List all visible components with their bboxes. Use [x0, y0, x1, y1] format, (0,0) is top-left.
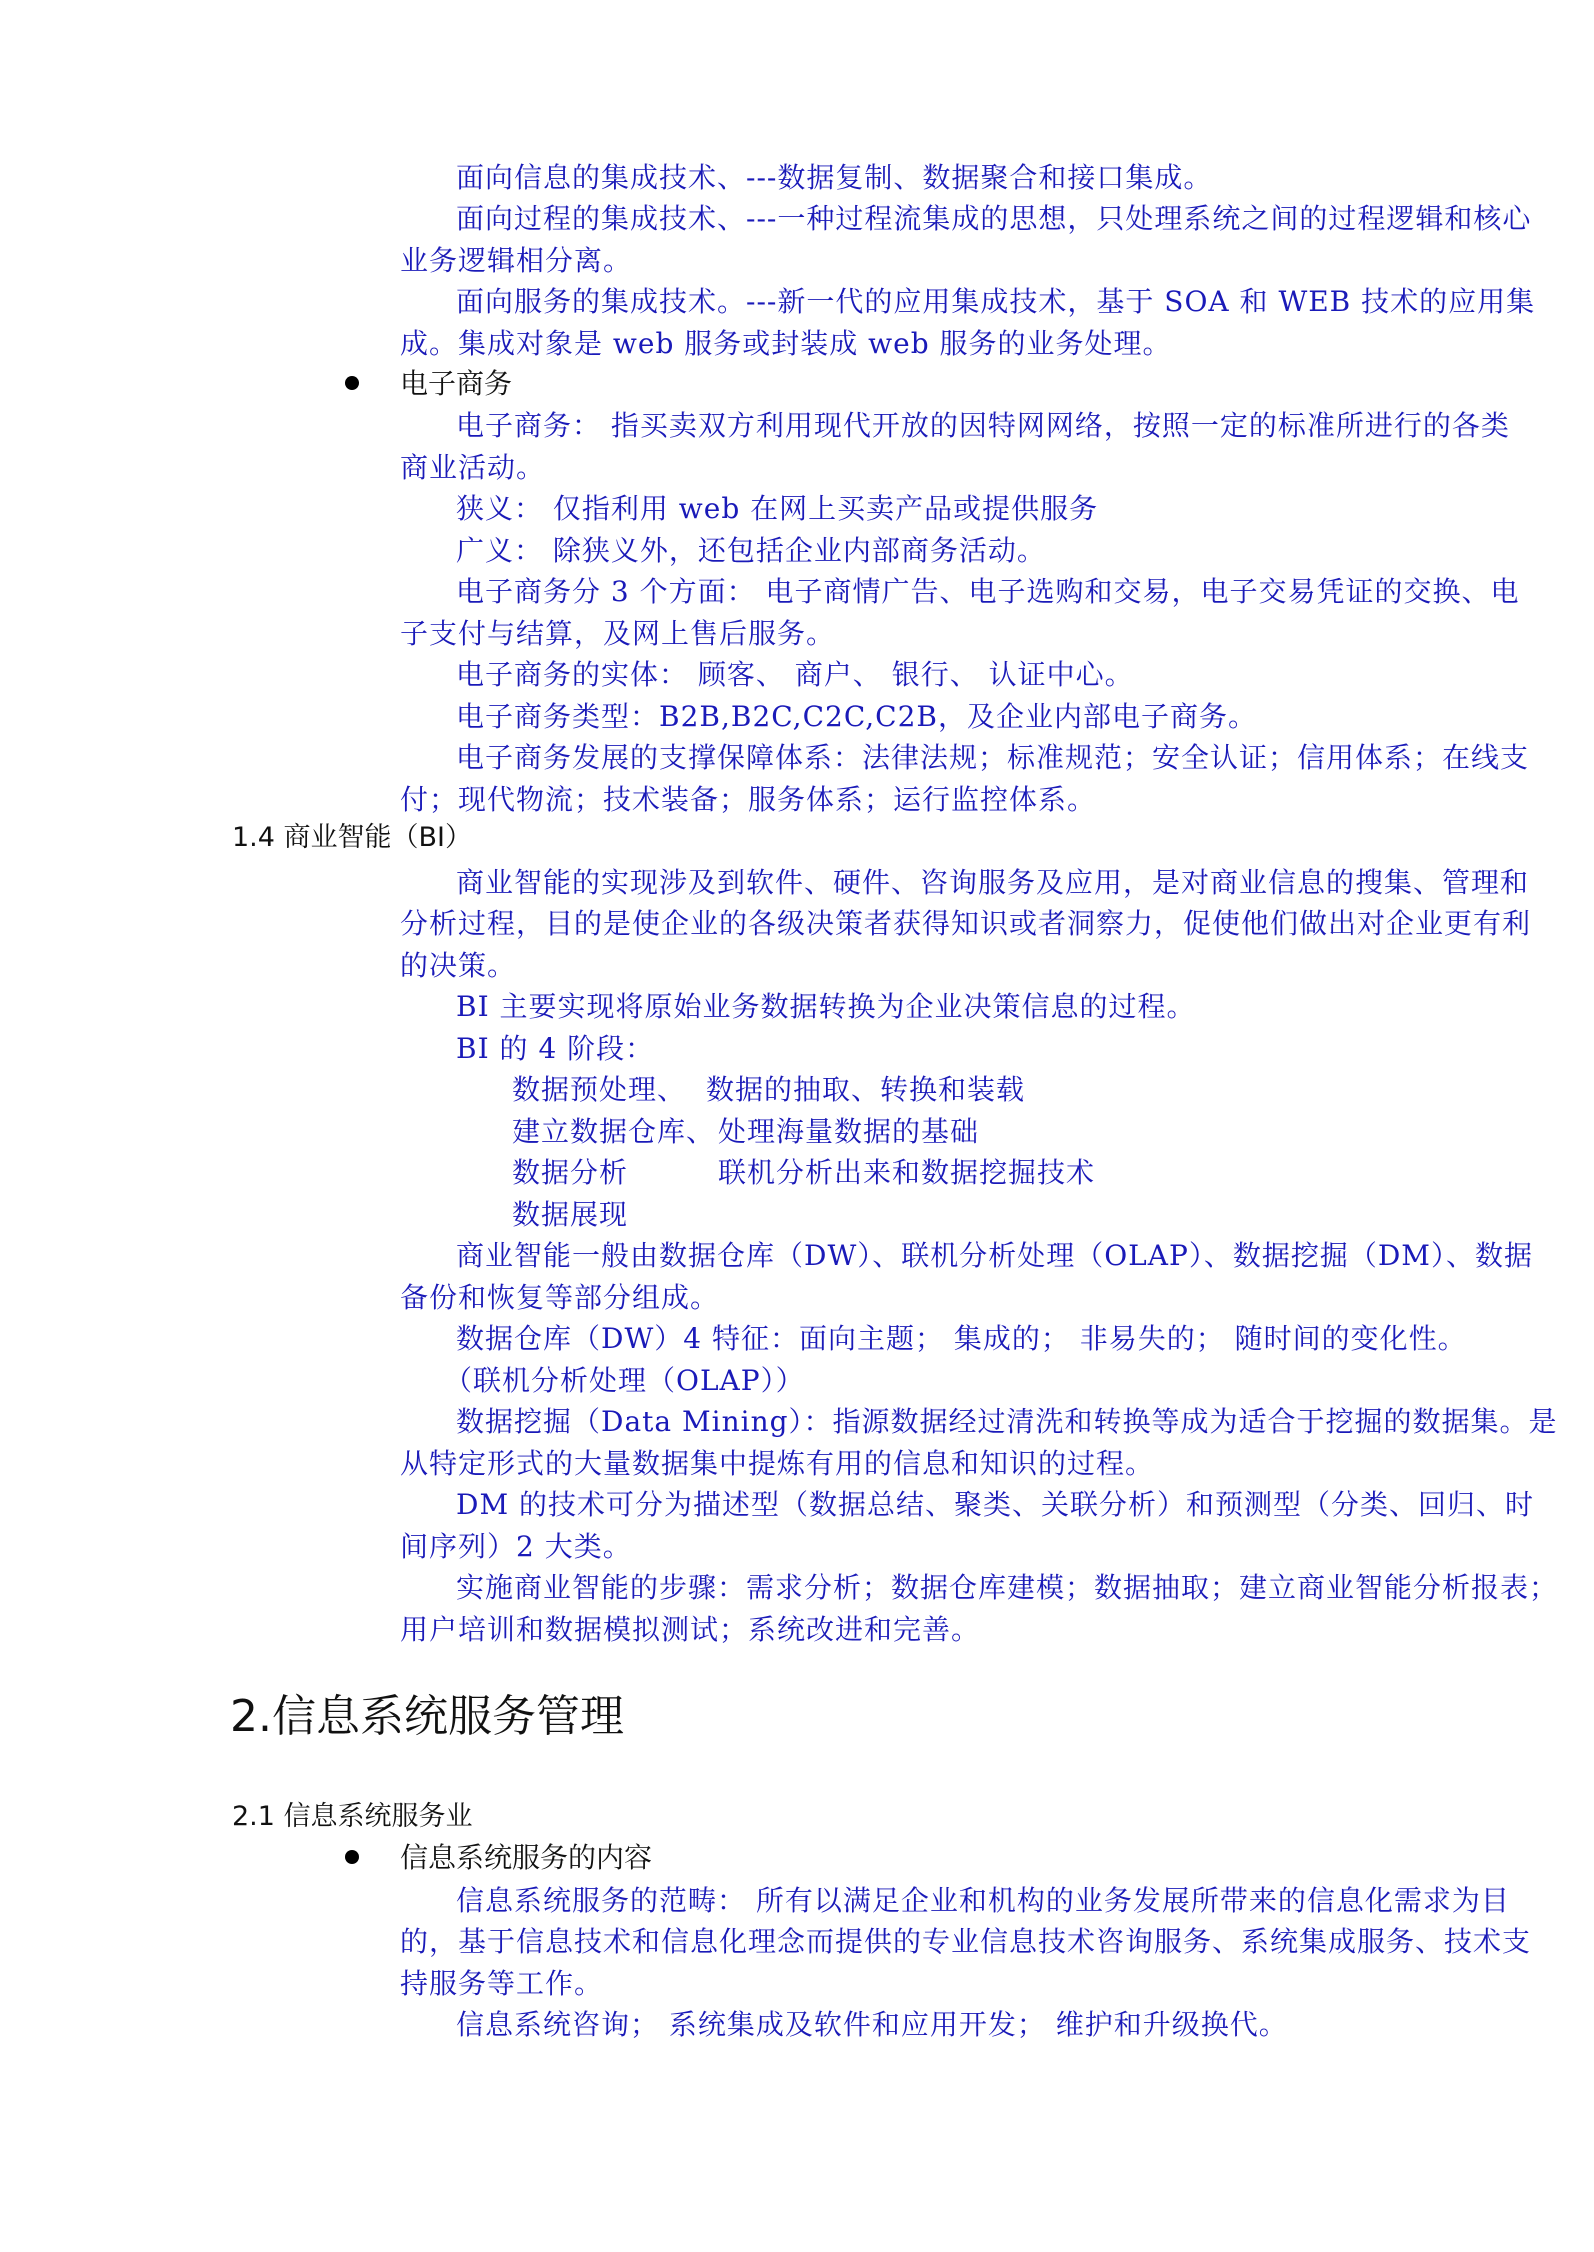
text-line: 的，基于信息技术和信息化理念而提供的专业信息技术咨询服务、系统集成服务、技术支: [400, 1925, 1532, 1958]
text-line: 信息系统服务的范畴： 所有以满足企业和机构的业务发展所带来的信息化需求为目: [456, 1884, 1510, 1917]
section-heading-bi: 1.4 商业智能（BI）: [232, 822, 473, 853]
text-line: 持服务等工作。: [400, 1967, 604, 2000]
stage-desc: 联机分析出来和数据挖掘技术: [718, 1156, 1096, 1189]
text-line: 信息系统咨询； 系统集成及软件和应用开发； 维护和升级换代。: [456, 2008, 1288, 2041]
stage-label: 建立数据仓库、: [512, 1115, 716, 1148]
text-line: 商业活动。: [400, 451, 546, 484]
text-line: 广义： 除狭义外，还包括企业内部商务活动。: [456, 534, 1046, 567]
stage-desc: 数据的抽取、转换和装载: [706, 1073, 1026, 1106]
stage-label: 数据预处理、: [512, 1073, 687, 1106]
text-line: 面向信息的集成技术、---数据复制、数据聚合和接口集成。: [456, 161, 1213, 194]
text-line: DM 的技术可分为描述型（数据总结、聚类、关联分析）和预测型（分类、回归、时: [456, 1488, 1535, 1521]
text-line: 数据仓库（DW）4 特征：面向主题； 集成的； 非易失的； 随时间的变化性。: [456, 1322, 1467, 1355]
text-line: 从特定形式的大量数据集中提炼有用的信息和知识的过程。: [400, 1447, 1155, 1480]
text-line: 电子商务发展的支撑保障体系：法律法规；标准规范；安全认证；信用体系；在线支: [456, 741, 1530, 774]
text-line: 狭义： 仅指利用 web 在网上买卖产品或提供服务: [456, 492, 1099, 525]
text-line: 业务逻辑相分离。: [400, 244, 633, 277]
bullet-heading-services: 信息系统服务的内容: [400, 1841, 653, 1874]
stage-label: 数据分析: [512, 1156, 629, 1189]
bullet-dot-icon: [345, 376, 359, 390]
bullet-dot-icon: [345, 1850, 359, 1864]
text-line: 电子商务分 3 个方面： 电子商情广告、电子选购和交易，电子交易凭证的交换、电: [456, 575, 1520, 608]
text-line: 面向服务的集成技术。---新一代的应用集成技术，基于 SOA 和 WEB 技术的应用集: [456, 285, 1536, 318]
text-line: 商业智能一般由数据仓库（DW）、联机分析处理（OLAP）、数据挖掘（DM）、数据: [456, 1239, 1533, 1272]
text-line: 电子商务的实体： 顾客、 商户、 银行、 认证中心。: [456, 658, 1134, 691]
stage-label: 数据展现: [512, 1198, 629, 1231]
text-line: 成。集成对象是 web 服务或封装成 web 服务的业务处理。: [400, 327, 1172, 360]
chapter-title: 2.信息系统服务管理: [230, 1691, 624, 1742]
text-line: 的决策。: [400, 949, 517, 982]
bullet-heading-ebiz: 电子商务: [400, 367, 513, 400]
text-line: 面向过程的集成技术、---一种过程流集成的思想，只处理系统之间的过程逻辑和核心: [456, 202, 1532, 235]
text-line: 分析过程，目的是使企业的各级决策者获得知识或者洞察力，促使他们做出对企业更有利: [400, 907, 1532, 940]
text-line: BI 的 4 阶段：: [456, 1032, 655, 1065]
text-line: 实施商业智能的步骤：需求分析；数据仓库建模；数据抽取；建立商业智能分析报表；: [456, 1571, 1559, 1604]
section-heading-2-1: 2.1 信息系统服务业: [232, 1801, 473, 1832]
text-line: BI 主要实现将原始业务数据转换为企业决策信息的过程。: [456, 990, 1196, 1023]
stage-desc: 处理海量数据的基础: [718, 1115, 980, 1148]
text-line: 备份和恢复等部分组成。: [400, 1281, 720, 1314]
text-line: 电子商务类型：B2B,B2C,C2C,C2B，及企业内部电子商务。: [456, 700, 1257, 733]
text-line: 间序列）2 大类。: [400, 1530, 632, 1563]
text-line: 用户培训和数据模拟测试；系统改进和完善。: [400, 1613, 981, 1646]
text-line: （联机分析处理（OLAP））: [444, 1364, 805, 1397]
text-line: 付；现代物流；技术装备；服务体系；运行监控体系。: [400, 783, 1097, 816]
text-line: 商业智能的实现涉及到软件、硬件、咨询服务及应用，是对商业信息的搜集、管理和: [456, 866, 1530, 899]
text-line: 数据挖掘（Data Mining）：指源数据经过清洗和转换等成为适合于挖掘的数据集。是: [456, 1405, 1558, 1438]
text-line: 子支付与结算，及网上售后服务。: [400, 617, 836, 650]
text-line: 电子商务： 指买卖双方利用现代开放的因特网网络，按照一定的标准所进行的各类: [456, 409, 1510, 442]
